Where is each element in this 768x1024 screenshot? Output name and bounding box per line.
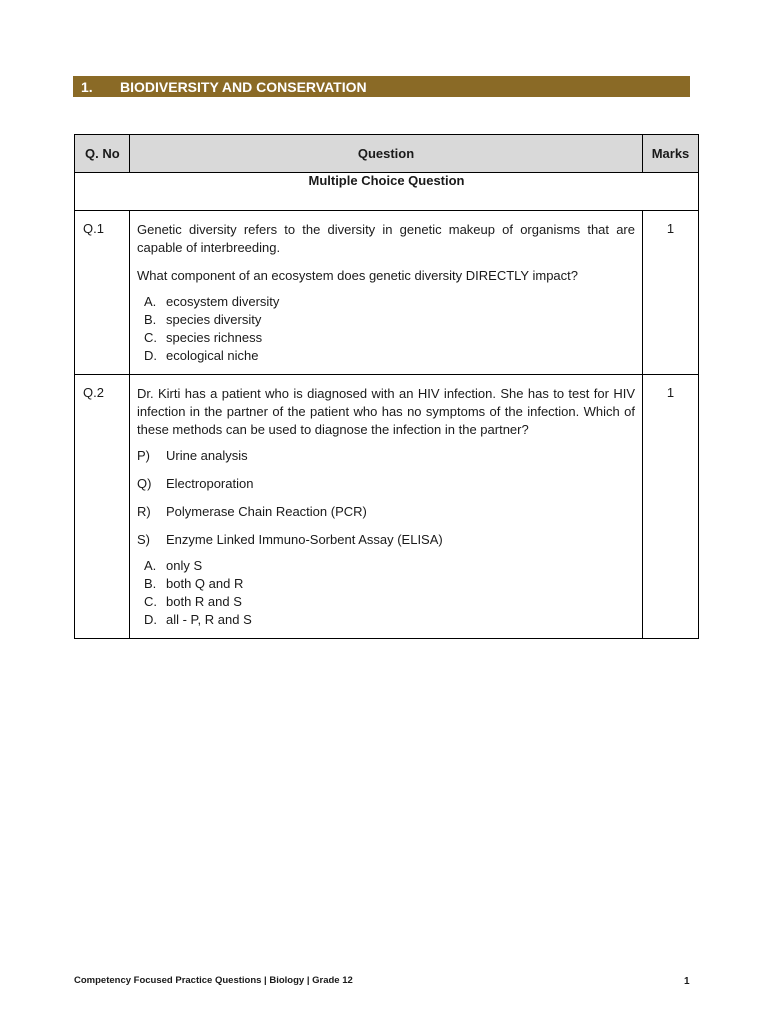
header-qno: Q. No (75, 135, 130, 173)
question-stem: Genetic diversity refers to the diversity in genetic makeup of organisms that are capable of interbreeding. (137, 222, 635, 255)
statement-label: R) (137, 504, 151, 519)
section-heading (73, 76, 690, 97)
statement-label: S) (137, 532, 150, 547)
page-number: 1 (684, 976, 690, 987)
question-stem: Dr. Kirti has a patient who is diagnosed with an HIV infection. She has to test for HIV infection in the partner of the patient who has no symptoms of the infection. Which of these methods can be used to diagnose the infection in the partner? (137, 386, 635, 437)
questions-table (74, 134, 699, 639)
question-cell (130, 211, 643, 375)
option-list (137, 293, 635, 365)
option-text: species richness (166, 330, 263, 345)
list-item (137, 475, 635, 493)
question-number: Q.2 (75, 375, 130, 639)
statement-label: P) (137, 448, 150, 463)
list-item (137, 503, 635, 521)
option-text: all - P, R and S (166, 612, 252, 627)
question-cell (130, 375, 643, 639)
option-text: species diversity (166, 312, 262, 327)
list-item (137, 329, 635, 347)
statement-list (137, 447, 635, 549)
option-label: B. (144, 576, 157, 591)
option-text: ecosystem diversity (166, 294, 280, 309)
list-item (137, 557, 635, 575)
option-label: C. (144, 330, 157, 345)
table-row (75, 375, 699, 639)
statement-label: Q) (137, 476, 152, 491)
option-label: D. (144, 348, 157, 363)
header-question: Question (130, 135, 643, 173)
option-label: A. (144, 294, 157, 309)
option-list (137, 557, 635, 629)
statement-text: Enzyme Linked Immuno-Sorbent Assay (ELISA) (166, 532, 443, 547)
list-item (137, 531, 635, 549)
footer-text: Competency Focused Practice Questions | Biology | Grade 12 (74, 975, 353, 986)
header-marks: Marks (643, 135, 699, 173)
section-title: BIODIVERSITY AND CONSERVATION (120, 78, 367, 95)
table-row (75, 211, 699, 375)
statement-text: Electroporation (166, 476, 254, 491)
option-text: ecological niche (166, 348, 259, 363)
list-item (137, 593, 635, 611)
list-item (137, 575, 635, 593)
option-label: B. (144, 312, 157, 327)
question-number: Q.1 (75, 211, 130, 375)
list-item (137, 611, 635, 629)
option-text: both Q and R (166, 576, 244, 591)
option-label: D. (144, 612, 157, 627)
question-prompt: What component of an ecosystem does genetic diversity DIRECTLY impact? (137, 268, 578, 283)
option-text: only S (166, 558, 203, 573)
list-item (137, 311, 635, 329)
section-number: 1. (81, 78, 93, 95)
list-item (137, 447, 635, 465)
question-marks: 1 (643, 375, 699, 639)
table-header-row (75, 135, 699, 173)
statement-text: Polymerase Chain Reaction (PCR) (166, 504, 367, 519)
option-label: A. (144, 558, 157, 573)
statement-text: Urine analysis (166, 448, 248, 463)
option-text: both R and S (166, 594, 242, 609)
list-item (137, 293, 635, 311)
list-item (137, 347, 635, 365)
mcq-subheader: Multiple Choice Question (75, 173, 699, 211)
option-label: C. (144, 594, 157, 609)
mcq-subheader-row (75, 173, 699, 211)
question-marks: 1 (643, 211, 699, 375)
